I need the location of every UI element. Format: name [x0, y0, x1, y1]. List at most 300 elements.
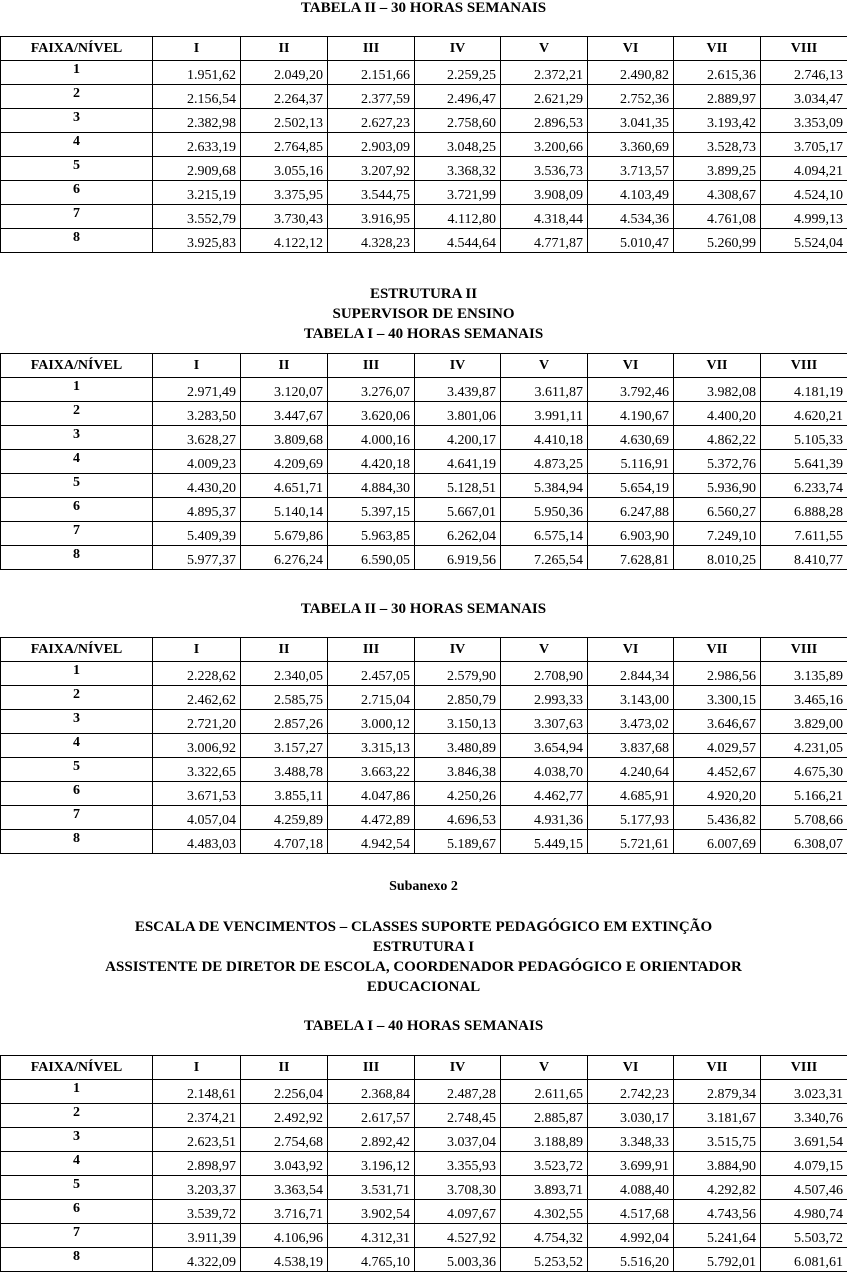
salary-value-cell: 3.200,66 [501, 133, 588, 157]
salary-value-cell: 5.003,36 [415, 1248, 501, 1272]
salary-value-cell: 3.654,94 [501, 734, 588, 758]
salary-value-cell: 2.857,26 [241, 710, 328, 734]
salary-value-cell: 4.209,69 [241, 450, 328, 474]
salary-value-cell: 4.181,19 [761, 378, 847, 402]
table-row [1, 686, 847, 710]
salary-value-cell: 2.971,49 [153, 378, 241, 402]
column-header-faixa-nivel: FAIXA/NÍVEL [1, 1056, 153, 1080]
salary-value-cell: 5.679,86 [241, 522, 328, 546]
salary-value-cell: 3.925,83 [153, 229, 241, 253]
salary-value-cell: 2.368,84 [328, 1080, 415, 1104]
salary-value-cell: 6.560,27 [674, 498, 761, 522]
salary-value-cell: 3.000,12 [328, 710, 415, 734]
salary-value-cell: 2.746,13 [761, 61, 847, 85]
table-row [1, 782, 847, 806]
salary-value-cell: 3.041,35 [588, 109, 674, 133]
salary-value-cell: 3.034,47 [761, 85, 847, 109]
salary-value-cell: 3.150,13 [415, 710, 501, 734]
table-row [1, 734, 847, 758]
salary-table-2 [0, 353, 847, 570]
table2-title: TABELA I – 40 HORAS SEMANAIS [303, 326, 544, 342]
faixa-cell: 1 [1, 378, 153, 402]
salary-value-cell: 3.899,25 [674, 157, 761, 181]
table-row [1, 710, 847, 734]
salary-value-cell: 3.181,67 [674, 1104, 761, 1128]
salary-value-cell: 3.620,06 [328, 402, 415, 426]
faixa-cell: 7 [1, 522, 153, 546]
salary-value-cell: 3.368,32 [415, 157, 501, 181]
salary-value-cell: 3.375,95 [241, 181, 328, 205]
salary-value-cell: 3.135,89 [761, 662, 847, 686]
salary-value-cell: 4.507,46 [761, 1176, 847, 1200]
salary-value-cell: 5.116,91 [588, 450, 674, 474]
salary-value-cell: 4.312,31 [328, 1224, 415, 1248]
salary-value-cell: 3.691,54 [761, 1128, 847, 1152]
column-header-level: I [153, 1056, 241, 1080]
faixa-cell: 8 [1, 229, 153, 253]
salary-value-cell: 3.809,68 [241, 426, 328, 450]
salary-value-cell: 2.715,04 [328, 686, 415, 710]
salary-value-cell: 4.047,86 [328, 782, 415, 806]
faixa-cell: 6 [1, 181, 153, 205]
salary-value-cell: 4.302,55 [501, 1200, 588, 1224]
salary-value-cell: 5.253,52 [501, 1248, 588, 1272]
column-header-level: I [153, 354, 241, 378]
salary-value-cell: 4.630,69 [588, 426, 674, 450]
faixa-cell: 4 [1, 734, 153, 758]
table-header-row [1, 37, 847, 61]
salary-value-cell: 4.771,87 [501, 229, 588, 253]
salary-value-cell: 2.993,33 [501, 686, 588, 710]
structure-label: ESTRUTURA I [372, 939, 475, 955]
salary-value-cell: 3.528,73 [674, 133, 761, 157]
salary-value-cell: 4.685,91 [588, 782, 674, 806]
salary-value-cell: 3.207,92 [328, 157, 415, 181]
salary-value-cell: 3.855,11 [241, 782, 328, 806]
salary-value-cell: 2.490,82 [588, 61, 674, 85]
salary-value-cell: 3.792,46 [588, 378, 674, 402]
faixa-cell: 8 [1, 546, 153, 570]
column-header-level: V [501, 354, 588, 378]
faixa-cell: 7 [1, 205, 153, 229]
salary-value-cell: 3.307,63 [501, 710, 588, 734]
column-header-level: VII [674, 37, 761, 61]
salary-value-cell: 2.721,20 [153, 710, 241, 734]
salary-value-cell: 1.951,62 [153, 61, 241, 85]
table-row [1, 229, 847, 253]
salary-value-cell: 2.903,09 [328, 133, 415, 157]
faixa-cell: 2 [1, 85, 153, 109]
salary-value-cell: 5.936,90 [674, 474, 761, 498]
column-header-level: V [501, 638, 588, 662]
salary-value-cell: 2.372,21 [501, 61, 588, 85]
table-row [1, 205, 847, 229]
faixa-cell: 8 [1, 1248, 153, 1272]
salary-value-cell: 3.911,39 [153, 1224, 241, 1248]
column-header-level: VIII [761, 638, 847, 662]
salary-value-cell: 2.752,36 [588, 85, 674, 109]
salary-value-cell: 3.355,93 [415, 1152, 501, 1176]
salary-value-cell: 3.196,12 [328, 1152, 415, 1176]
salary-value-cell: 3.721,99 [415, 181, 501, 205]
salary-value-cell: 4.200,17 [415, 426, 501, 450]
salary-value-cell: 2.264,37 [241, 85, 328, 109]
salary-value-cell: 2.758,60 [415, 109, 501, 133]
salary-value-cell: 3.982,08 [674, 378, 761, 402]
salary-value-cell: 2.151,66 [328, 61, 415, 85]
faixa-cell: 3 [1, 710, 153, 734]
column-header-level: IV [415, 638, 501, 662]
salary-value-cell: 3.708,30 [415, 1176, 501, 1200]
salary-value-cell: 2.585,75 [241, 686, 328, 710]
salary-value-cell: 3.902,54 [328, 1200, 415, 1224]
salary-value-cell: 6.888,28 [761, 498, 847, 522]
column-header-level: II [241, 1056, 328, 1080]
scale-title: ESCALA DE VENCIMENTOS – CLASSES SUPORTE PEDAGÓGICO EM EXTINÇÃO [134, 919, 713, 935]
table-row [1, 1200, 847, 1224]
salary-value-cell: 4.992,04 [588, 1224, 674, 1248]
salary-value-cell: 4.483,03 [153, 830, 241, 854]
salary-value-cell: 5.241,64 [674, 1224, 761, 1248]
salary-value-cell: 5.950,36 [501, 498, 588, 522]
column-header-level: VI [588, 37, 674, 61]
salary-value-cell: 3.716,71 [241, 1200, 328, 1224]
table-row [1, 522, 847, 546]
subanexo-label-text: Subanexo 2 [389, 879, 458, 894]
table3-title-text: TABELA II – 30 HORAS SEMANAIS [300, 601, 547, 617]
salary-value-cell: 2.228,62 [153, 662, 241, 686]
salary-value-cell: 3.515,75 [674, 1128, 761, 1152]
faixa-cell: 6 [1, 782, 153, 806]
faixa-cell: 1 [1, 662, 153, 686]
salary-value-cell: 3.705,17 [761, 133, 847, 157]
column-header-level: II [241, 37, 328, 61]
column-header-level: III [328, 1056, 415, 1080]
salary-value-cell: 3.023,31 [761, 1080, 847, 1104]
salary-value-cell: 4.527,92 [415, 1224, 501, 1248]
salary-value-cell: 5.654,19 [588, 474, 674, 498]
salary-value-cell: 2.496,47 [415, 85, 501, 109]
salary-value-cell: 3.439,87 [415, 378, 501, 402]
salary-value-cell: 3.539,72 [153, 1200, 241, 1224]
salary-value-cell: 3.488,78 [241, 758, 328, 782]
table-row [1, 1104, 847, 1128]
table-header-row [1, 354, 847, 378]
salary-value-cell: 3.363,54 [241, 1176, 328, 1200]
salary-value-cell: 3.829,00 [761, 710, 847, 734]
table-row [1, 61, 847, 85]
salary-value-cell: 3.465,16 [761, 686, 847, 710]
salary-value-cell: 5.384,94 [501, 474, 588, 498]
salary-value-cell: 3.340,76 [761, 1104, 847, 1128]
salary-value-cell: 3.646,67 [674, 710, 761, 734]
salary-value-cell: 5.792,01 [674, 1248, 761, 1272]
faixa-cell: 3 [1, 1128, 153, 1152]
column-header-level: II [241, 638, 328, 662]
salary-value-cell: 3.143,00 [588, 686, 674, 710]
salary-value-cell: 6.575,14 [501, 522, 588, 546]
salary-value-cell: 3.628,27 [153, 426, 241, 450]
salary-value-cell: 4.308,67 [674, 181, 761, 205]
column-header-faixa-nivel: FAIXA/NÍVEL [1, 638, 153, 662]
salary-value-cell: 4.743,56 [674, 1200, 761, 1224]
table3-title [0, 599, 847, 619]
salary-value-cell: 3.315,13 [328, 734, 415, 758]
salary-value-cell: 4.420,18 [328, 450, 415, 474]
salary-value-cell: 4.999,13 [761, 205, 847, 229]
salary-value-cell: 3.663,22 [328, 758, 415, 782]
column-header-level: III [328, 37, 415, 61]
salary-value-cell: 2.617,57 [328, 1104, 415, 1128]
salary-value-cell: 2.377,59 [328, 85, 415, 109]
salary-value-cell: 4.920,20 [674, 782, 761, 806]
table-row [1, 402, 847, 426]
salary-value-cell: 2.148,61 [153, 1080, 241, 1104]
salary-value-cell: 2.748,45 [415, 1104, 501, 1128]
salary-value-cell: 2.502,13 [241, 109, 328, 133]
table-row [1, 498, 847, 522]
table4-title [0, 1016, 847, 1036]
salary-value-cell: 3.300,15 [674, 686, 761, 710]
roles-line-1: ASSISTENTE DE DIRETOR DE ESCOLA, COORDENADOR PEDAGÓGICO E ORIENTADOR [105, 959, 742, 975]
salary-value-cell: 3.055,16 [241, 157, 328, 181]
table-row [1, 1248, 847, 1272]
salary-value-cell: 3.884,90 [674, 1152, 761, 1176]
column-header-level: V [501, 37, 588, 61]
salary-value-cell: 2.259,25 [415, 61, 501, 85]
table-row [1, 662, 847, 686]
salary-value-cell: 5.166,21 [761, 782, 847, 806]
salary-value-cell: 4.097,67 [415, 1200, 501, 1224]
salary-value-cell: 2.892,42 [328, 1128, 415, 1152]
faixa-cell: 1 [1, 61, 153, 85]
salary-value-cell: 5.397,15 [328, 498, 415, 522]
salary-value-cell: 5.436,82 [674, 806, 761, 830]
salary-value-cell: 3.991,11 [501, 402, 588, 426]
salary-value-cell: 4.259,89 [241, 806, 328, 830]
table-row [1, 133, 847, 157]
table-row [1, 426, 847, 450]
salary-value-cell: 4.079,15 [761, 1152, 847, 1176]
column-header-level: VIII [761, 1056, 847, 1080]
salary-value-cell: 3.713,57 [588, 157, 674, 181]
salary-value-cell: 8.010,25 [674, 546, 761, 570]
salary-value-cell: 8.410,77 [761, 546, 847, 570]
column-header-level: VII [674, 638, 761, 662]
salary-value-cell: 4.873,25 [501, 450, 588, 474]
faixa-cell: 7 [1, 1224, 153, 1248]
salary-value-cell: 2.621,29 [501, 85, 588, 109]
salary-value-cell: 4.452,67 [674, 758, 761, 782]
faixa-cell: 2 [1, 1104, 153, 1128]
salary-value-cell: 3.037,04 [415, 1128, 501, 1152]
column-header-faixa-nivel: FAIXA/NÍVEL [1, 354, 153, 378]
faixa-cell: 5 [1, 758, 153, 782]
salary-value-cell: 2.256,04 [241, 1080, 328, 1104]
salary-value-cell: 6.903,90 [588, 522, 674, 546]
salary-value-cell: 4.761,08 [674, 205, 761, 229]
salary-value-cell: 5.503,72 [761, 1224, 847, 1248]
salary-value-cell: 3.283,50 [153, 402, 241, 426]
salary-value-cell: 3.480,89 [415, 734, 501, 758]
salary-value-cell: 2.492,92 [241, 1104, 328, 1128]
column-header-level: VII [674, 1056, 761, 1080]
salary-value-cell: 4.675,30 [761, 758, 847, 782]
salary-value-cell: 2.462,62 [153, 686, 241, 710]
salary-value-cell: 4.707,18 [241, 830, 328, 854]
salary-value-cell: 2.049,20 [241, 61, 328, 85]
structure-label: ESTRUTURA II [369, 286, 478, 302]
salary-value-cell: 2.156,54 [153, 85, 241, 109]
salary-value-cell: 4.094,21 [761, 157, 847, 181]
column-header-level: V [501, 1056, 588, 1080]
table-header-row [1, 638, 847, 662]
salary-value-cell: 4.651,71 [241, 474, 328, 498]
faixa-cell: 5 [1, 474, 153, 498]
faixa-cell: 3 [1, 109, 153, 133]
faixa-cell: 2 [1, 402, 153, 426]
column-header-level: III [328, 638, 415, 662]
salary-value-cell: 4.292,82 [674, 1176, 761, 1200]
salary-value-cell: 4.895,37 [153, 498, 241, 522]
table1-title [0, 0, 847, 18]
salary-value-cell: 6.233,74 [761, 474, 847, 498]
salary-value-cell: 4.231,05 [761, 734, 847, 758]
column-header-level: I [153, 37, 241, 61]
salary-value-cell: 4.122,12 [241, 229, 328, 253]
salary-value-cell: 4.410,18 [501, 426, 588, 450]
salary-value-cell: 2.986,56 [674, 662, 761, 686]
column-header-level: IV [415, 1056, 501, 1080]
faixa-cell: 5 [1, 1176, 153, 1200]
roles-line-2: EDUCACIONAL [366, 979, 481, 995]
table-row [1, 806, 847, 830]
faixa-cell: 4 [1, 450, 153, 474]
faixa-cell: 8 [1, 830, 153, 854]
salary-value-cell: 4.544,64 [415, 229, 501, 253]
salary-value-cell: 5.641,39 [761, 450, 847, 474]
salary-value-cell: 5.189,67 [415, 830, 501, 854]
faixa-cell: 6 [1, 498, 153, 522]
column-header-level: IV [415, 37, 501, 61]
salary-value-cell: 6.081,61 [761, 1248, 847, 1272]
table-header-row [1, 1056, 847, 1080]
salary-value-cell: 6.262,04 [415, 522, 501, 546]
salary-value-cell: 2.708,90 [501, 662, 588, 686]
salary-value-cell: 4.088,40 [588, 1176, 674, 1200]
salary-value-cell: 4.106,96 [241, 1224, 328, 1248]
salary-value-cell: 4.980,74 [761, 1200, 847, 1224]
salary-value-cell: 3.801,06 [415, 402, 501, 426]
column-header-level: VIII [761, 354, 847, 378]
salary-value-cell: 4.430,20 [153, 474, 241, 498]
table-row [1, 378, 847, 402]
salary-value-cell: 3.043,92 [241, 1152, 328, 1176]
table-row [1, 1224, 847, 1248]
table1-title-text: TABELA II – 30 HORAS SEMANAIS [300, 0, 547, 16]
table-row [1, 546, 847, 570]
column-header-faixa-nivel: FAIXA/NÍVEL [1, 37, 153, 61]
salary-value-cell: 2.627,23 [328, 109, 415, 133]
salary-value-cell: 4.931,36 [501, 806, 588, 830]
salary-value-cell: 3.531,71 [328, 1176, 415, 1200]
salary-table-4 [0, 1055, 847, 1272]
column-header-level: VI [588, 638, 674, 662]
salary-value-cell: 4.862,22 [674, 426, 761, 450]
salary-value-cell: 3.837,68 [588, 734, 674, 758]
salary-value-cell: 3.203,37 [153, 1176, 241, 1200]
salary-value-cell: 4.884,30 [328, 474, 415, 498]
salary-value-cell: 4.322,09 [153, 1248, 241, 1272]
salary-value-cell: 5.409,39 [153, 522, 241, 546]
salary-value-cell: 4.462,77 [501, 782, 588, 806]
salary-value-cell: 4.240,64 [588, 758, 674, 782]
salary-value-cell: 5.177,93 [588, 806, 674, 830]
column-header-level: VIII [761, 37, 847, 61]
salary-value-cell: 2.487,28 [415, 1080, 501, 1104]
salary-value-cell: 2.754,68 [241, 1128, 328, 1152]
salary-value-cell: 3.322,65 [153, 758, 241, 782]
salary-value-cell: 5.667,01 [415, 498, 501, 522]
column-header-level: VI [588, 354, 674, 378]
salary-value-cell: 4.538,19 [241, 1248, 328, 1272]
subanexo-heading [0, 917, 847, 997]
salary-value-cell: 5.524,04 [761, 229, 847, 253]
salary-value-cell: 3.671,53 [153, 782, 241, 806]
salary-value-cell: 3.893,71 [501, 1176, 588, 1200]
salary-value-cell: 7.249,10 [674, 522, 761, 546]
salary-value-cell: 4.754,32 [501, 1224, 588, 1248]
salary-value-cell: 3.544,75 [328, 181, 415, 205]
salary-value-cell: 5.708,66 [761, 806, 847, 830]
salary-value-cell: 3.276,07 [328, 378, 415, 402]
salary-value-cell: 6.590,05 [328, 546, 415, 570]
salary-value-cell: 3.611,87 [501, 378, 588, 402]
salary-value-cell: 5.977,37 [153, 546, 241, 570]
salary-value-cell: 4.009,23 [153, 450, 241, 474]
faixa-cell: 7 [1, 806, 153, 830]
salary-value-cell: 4.250,26 [415, 782, 501, 806]
salary-value-cell: 5.105,33 [761, 426, 847, 450]
salary-value-cell: 3.353,09 [761, 109, 847, 133]
salary-value-cell: 5.963,85 [328, 522, 415, 546]
faixa-cell: 4 [1, 133, 153, 157]
salary-value-cell: 3.730,43 [241, 205, 328, 229]
salary-value-cell: 3.523,72 [501, 1152, 588, 1176]
salary-value-cell: 3.536,73 [501, 157, 588, 181]
salary-value-cell: 2.889,97 [674, 85, 761, 109]
salary-value-cell: 4.765,10 [328, 1248, 415, 1272]
salary-value-cell: 3.006,92 [153, 734, 241, 758]
salary-value-cell: 4.190,67 [588, 402, 674, 426]
faixa-cell: 4 [1, 1152, 153, 1176]
faixa-cell: 1 [1, 1080, 153, 1104]
salary-value-cell: 4.517,68 [588, 1200, 674, 1224]
salary-value-cell: 4.524,10 [761, 181, 847, 205]
salary-value-cell: 5.128,51 [415, 474, 501, 498]
salary-value-cell: 2.615,36 [674, 61, 761, 85]
salary-value-cell: 3.030,17 [588, 1104, 674, 1128]
table-row [1, 830, 847, 854]
faixa-cell: 5 [1, 157, 153, 181]
subanexo-label [0, 877, 847, 897]
salary-value-cell: 2.850,79 [415, 686, 501, 710]
salary-value-cell: 5.260,99 [674, 229, 761, 253]
salary-value-cell: 7.628,81 [588, 546, 674, 570]
salary-value-cell: 4.472,89 [328, 806, 415, 830]
salary-value-cell: 6.276,24 [241, 546, 328, 570]
salary-value-cell: 3.846,38 [415, 758, 501, 782]
